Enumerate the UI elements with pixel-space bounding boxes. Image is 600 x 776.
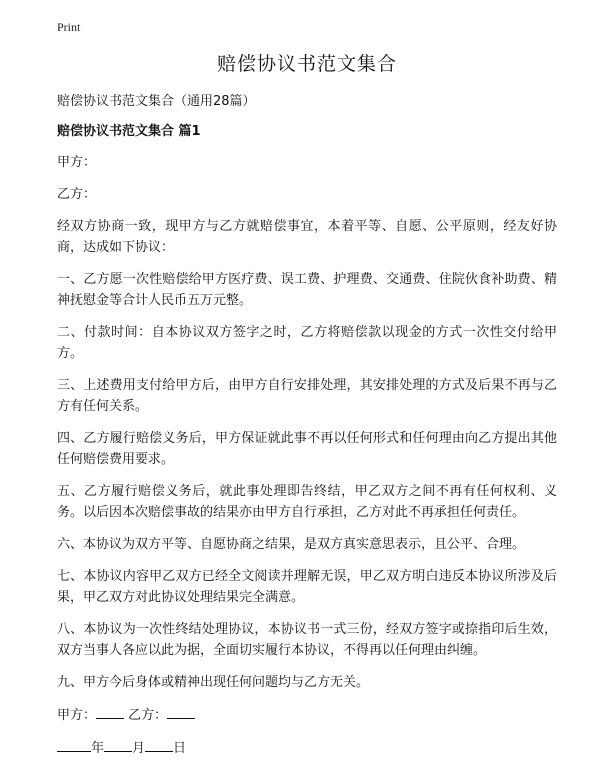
print-label: Print (57, 20, 81, 34)
signature-party-a-label: 甲方： (57, 708, 97, 723)
paragraph: 三、上述费用支付给甲方后，由甲方自行安排处理，其安排处理的方式及后果不再与乙方有任何关系。 (57, 378, 557, 414)
document-title: 赔偿协议书范文集合 (216, 53, 397, 75)
paragraph: 经双方协商一致，现甲方与乙方就赔偿事宜，本着平等、自愿、公平原则，经友好协商，达成如下协议： (57, 219, 557, 255)
paragraph: 七、本协议内容甲乙双方已经全文阅读并理解无误，甲乙双方明白违反本协议所涉及后果，甲乙双方对此协议处理结果完全满意。 (57, 569, 557, 605)
party-b-line: 乙方： (57, 187, 97, 202)
paragraph: 九、甲方今后身体或精神出现任何问题均与乙方无关。 (57, 675, 370, 690)
year-blank (57, 737, 91, 752)
document-body (57, 52, 557, 770)
paragraph: 八、本协议为一次性终结处理协议，本协议书一式三份，经双方签字或捺指印后生效，双方当事人各应以此为据，全面切实履行本协议，不得再以任何理由纠缠。 (57, 622, 557, 658)
signature-party-b-blank (167, 704, 195, 719)
paragraph: 四、乙方履行赔偿义务后，甲方保证就此事不再以任何形式和任何理由向乙方提出其他任何赔偿费用要求。 (57, 431, 557, 467)
paragraph: 二、付款时间：自本协议双方签字之时，乙方将赔偿款以现金的方式一次性交付给甲方。 (57, 325, 557, 361)
section-title: 赔偿协议书范文集合 篇1 (57, 124, 201, 139)
paragraph: 五、乙方履行赔偿义务后，就此事处理即告终结，甲乙双方之间不再有任何权利、义务。以后因本次赔偿事故的结果亦由甲方自行承担，乙方对此不再承担任何责任。 (57, 484, 557, 520)
year-label: 年 (91, 741, 105, 756)
document-subtitle: 赔偿协议书范文集合（通用28篇） (57, 94, 256, 109)
day-blank (145, 737, 173, 752)
signature-party-a-blank (96, 704, 124, 719)
signature-parties (57, 704, 557, 726)
paragraph: 一、乙方愿一次性赔偿给甲方医疗费、误工费、护理费、交通费、住院伙食补助费、精神抚慰金等合计人民币五万元整。 (57, 272, 557, 308)
month-blank (104, 737, 132, 752)
month-label: 月 (132, 741, 146, 756)
paragraph: 六、本协议为双方平等、自愿协商之结果，是双方真实意思表示，且公平、合理。 (57, 537, 526, 552)
signature-date (57, 737, 557, 759)
party-a-line: 甲方： (57, 155, 97, 170)
day-label: 日 (173, 741, 187, 756)
signature-party-b-label: 乙方： (128, 708, 168, 723)
